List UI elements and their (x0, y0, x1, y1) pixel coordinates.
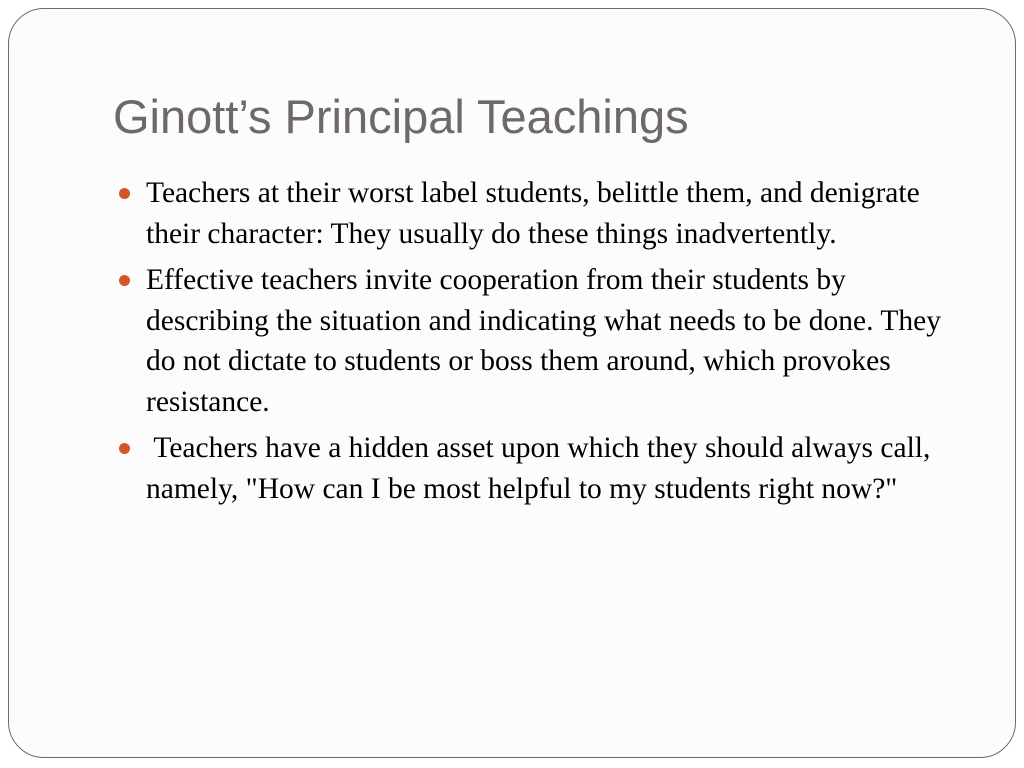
slide-title: Ginott’s Principal Teachings (113, 90, 689, 143)
bullet-item (119, 173, 969, 254)
bullet-item (119, 260, 969, 422)
bullet-list (119, 173, 969, 515)
bullet-item (119, 428, 969, 509)
bullet-text: Teachers have a hidden asset upon which they should always call, namely, "How can I be most helpful to my students right now?" (146, 432, 938, 505)
bullet-text: Teachers at their worst label students, belittle them, and denigrate their character: They usually do these things inadvertently. (146, 177, 928, 250)
bullet-text: Effective teachers invite cooperation from their students by describing the situation and indicating what needs to be done. They do not dictate to students or boss them around, which provokes resistance. (146, 264, 949, 418)
bullet-dot-icon (119, 443, 130, 454)
slide (8, 8, 1016, 758)
bullet-dot-icon (119, 188, 130, 199)
bullet-dot-icon (119, 275, 130, 286)
